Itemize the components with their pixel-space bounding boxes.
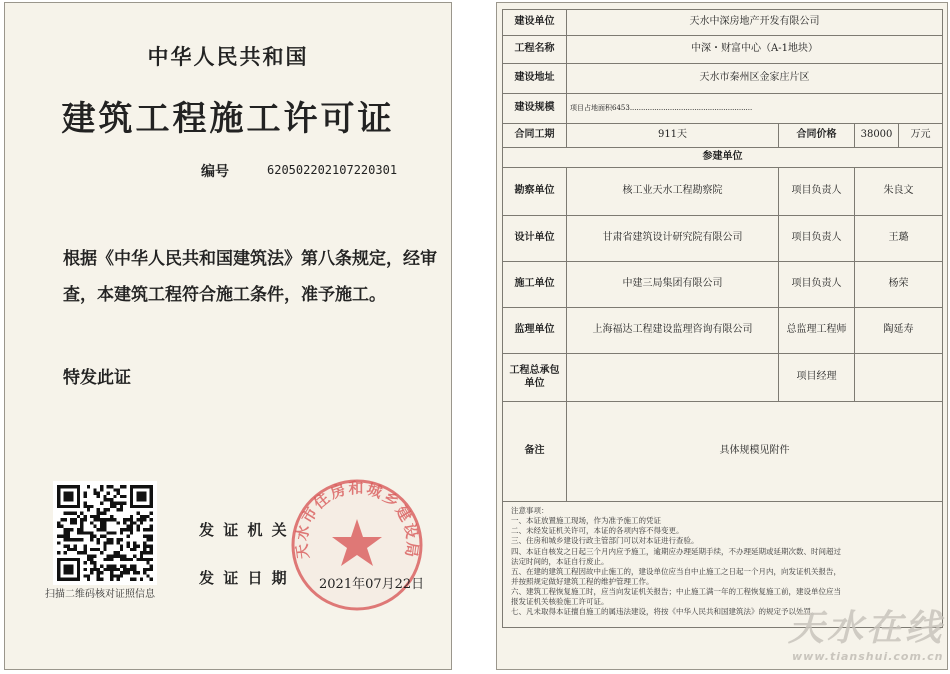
- permit-details-page: [496, 2, 948, 670]
- note-line: 一、本证放置施工现场，作为准予施工的凭证: [511, 516, 661, 526]
- note-line: 四、本证自核发之日起三个月内应予施工，逾期应办理延期手续，不办理延期或延期次数、时间超过: [511, 546, 841, 556]
- contract-period-value: 911天: [567, 124, 779, 148]
- note-line: 注意事项：: [511, 506, 549, 515]
- participant-unit: [567, 354, 779, 402]
- certificate-number: 620502202107220301: [267, 163, 398, 177]
- address-label: 建设地址: [503, 64, 567, 94]
- participant-person: 陶延寿: [855, 308, 943, 354]
- participant-label: 监理单位: [503, 308, 567, 354]
- project-name-value: 中深・财富中心（A-1地块）: [567, 36, 943, 64]
- seal-text: 天水市住房和城乡建设局: [292, 478, 422, 561]
- remarks-label: 备注: [503, 402, 567, 502]
- note-line: 并按照规定做好建筑工程的维护管理工作。: [511, 576, 654, 586]
- scale-label: 建设规模: [503, 94, 567, 124]
- permit-front-page: [4, 2, 452, 670]
- table-row: [503, 168, 943, 216]
- contract-price-label: 合同价格: [779, 124, 855, 148]
- construction-unit-value: 天水中深房地产开发有限公司: [567, 10, 943, 36]
- participant-label: 勘察单位: [503, 168, 567, 216]
- certificate-body-text: 根据《中华人民共和国建筑法》第八条规定，经审查，本建筑工程符合施工条件，准予施工。: [63, 249, 437, 305]
- participant-person: 朱良文: [855, 168, 943, 216]
- scale-value: 项目占地面积6453.......................................................: [567, 94, 943, 124]
- issuer-label: 发 证 机 关: [199, 521, 289, 539]
- table-row: [503, 64, 943, 94]
- watermark-url: www.tianshui.com.cn: [792, 650, 944, 663]
- qr-caption: 扫描二维码核对证照信息: [45, 589, 155, 600]
- permit-details-table: [502, 9, 943, 628]
- number-label: 编号: [201, 164, 229, 180]
- issue-date-label: 发 证 日 期: [199, 569, 289, 587]
- country-name: 中华人民共和国: [147, 44, 309, 69]
- table-row: [503, 402, 943, 502]
- qr-code[interactable]: [53, 481, 157, 585]
- note-line: 六、建筑工程恢复施工时，应当向发证机关报告；中止施工满一年的工程恢复施工前，建设单位应当: [511, 587, 841, 596]
- watermark-logo: 天水在线: [788, 608, 945, 649]
- table-row: [503, 308, 943, 354]
- participant-unit: 中建三局集团有限公司: [567, 262, 779, 308]
- note-line: 二、未经发证机关许可，本证的各项内容不得变更。: [511, 526, 684, 536]
- participant-role: 项目负责人: [779, 168, 855, 216]
- participant-person: 杨荣: [855, 262, 943, 308]
- table-row: [503, 262, 943, 308]
- participant-role: 项目负责人: [779, 216, 855, 262]
- note-line: 七、凡未取得本证擅自施工的属违法建设，将按《中华人民共和国建筑法》的规定予以处罚。: [511, 607, 819, 617]
- table-row: [503, 94, 943, 124]
- participant-label: 工程总承包单位: [503, 354, 567, 402]
- contract-price-unit: 万元: [899, 124, 943, 148]
- note-line: 五、在建的建筑工程因故中止施工的，建设单位应当自中止施工之日起一个月内，向发证机关报告，: [511, 566, 841, 576]
- participant-unit: 上海福达工程建设监理咨询有限公司: [567, 308, 779, 354]
- project-name-label: 工程名称: [503, 36, 567, 64]
- certificate-title: 建筑工程施工许可证: [61, 99, 395, 139]
- table-row: [503, 36, 943, 64]
- site-watermark: [758, 598, 948, 670]
- table-row: [503, 354, 943, 402]
- participants-header: 参建单位: [503, 148, 943, 168]
- participant-role: 项目负责人: [779, 262, 855, 308]
- table-row: [503, 148, 943, 168]
- participant-unit: 甘肃省建筑设计研究院有限公司: [567, 216, 779, 262]
- participant-label: 设计单位: [503, 216, 567, 262]
- participant-person: [855, 354, 943, 402]
- address-value: 天水市秦州区金家庄片区: [567, 64, 943, 94]
- note-line: 三、住房和城乡建设行政主管部门可以对本证进行查验。: [511, 536, 699, 546]
- issue-date: 2021年07月22日: [319, 577, 425, 592]
- participant-label: 施工单位: [503, 262, 567, 308]
- official-seal-icon: [287, 475, 427, 615]
- special-issue-text: 特发此证: [63, 368, 131, 388]
- table-row: [503, 216, 943, 262]
- table-row: [503, 124, 943, 148]
- note-line: 报发证机关核验施工许可证。: [511, 597, 609, 607]
- contract-period-label: 合同工期: [503, 124, 567, 148]
- participant-role: 总监理工程师: [779, 308, 855, 354]
- construction-unit-label: 建设单位: [503, 10, 567, 36]
- remarks-value: 具体规模见附件: [567, 402, 943, 502]
- contract-price-value: 38000: [855, 124, 899, 148]
- note-line: 法定时间的，本证自行废止。: [511, 556, 609, 566]
- participant-role: 项目经理: [779, 354, 855, 402]
- qr-code-icon: [57, 485, 153, 581]
- participant-person: 王璐: [855, 216, 943, 262]
- participant-unit: 核工业天水工程勘察院: [567, 168, 779, 216]
- table-row: [503, 10, 943, 36]
